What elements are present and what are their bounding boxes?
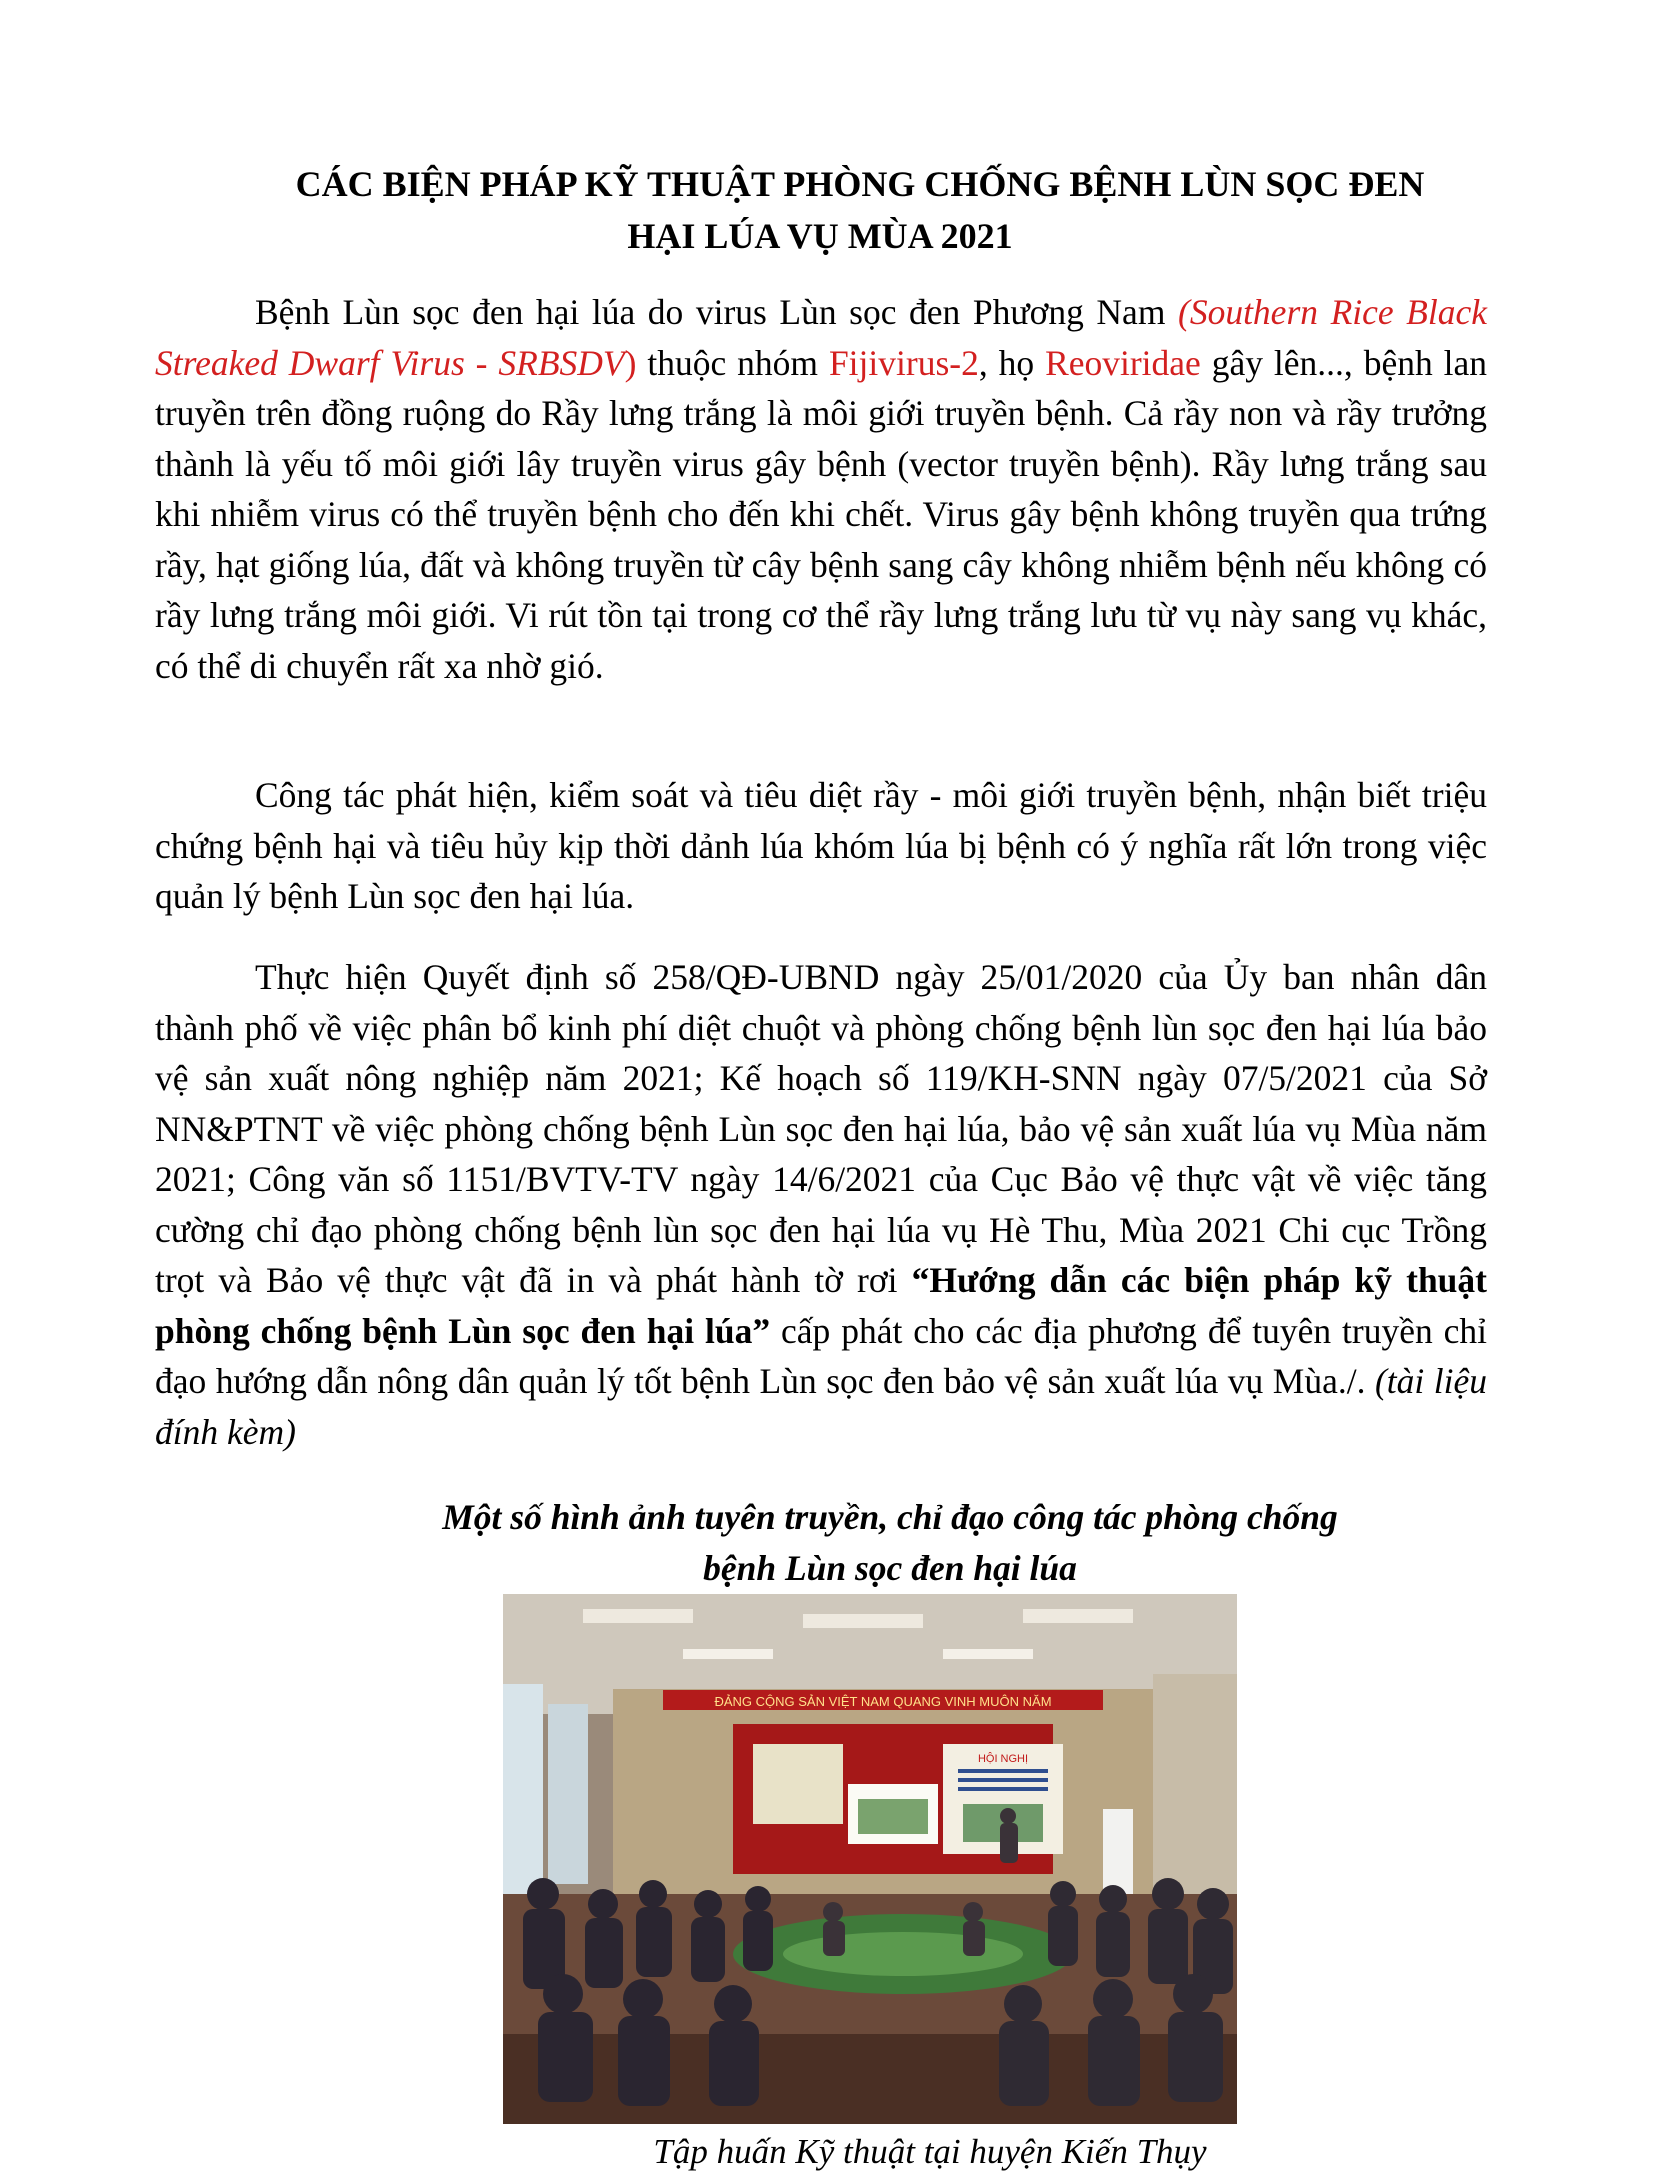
title-line-2: HẠI LÚA VỤ MÙA 2021 bbox=[627, 216, 1013, 256]
virus-group: Fijivirus-2 bbox=[828, 342, 979, 383]
p3-text-a: Thực hiện Quyết định số 258/QĐ-UBND ngày 25/01/2020 của Ủy ban nhân dân thành phố về việc phân bổ kinh phí diệt chuột và phòng chống bệnh lùn sọc đen hại lúa bảo vệ sản xuất nông nghiệp năm 2021; Kế hoạch số 119/KH-SNN ngày 07/5/2021 của Sở NN&PTNT về việc phòng chống bệnh Lùn sọc đen hại lúa, bảo vệ sản xuất lúa vụ Mùa năm 2021; Công văn số 1151/BVTV-TV ngày 14/6/2021 của Cục Bảo vệ thực vật về việc tăng cường chỉ đạo phòng chống bệnh lùn sọc đen hại lúa vụ Hè Thu, Mùa 2021 Chi cục Trồng trọt và Bảo vệ thực vật đã in và phát hành tờ rơi bbox=[155, 957, 1487, 1300]
paragraph-implementation bbox=[155, 952, 1487, 1457]
p2-text: Công tác phát hiện, kiểm soát và tiêu diệt rầy - môi giới truyền bệnh, nhận biết triệu chứng bệnh hại và tiêu hủy kịp thời dảnh lúa khóm lúa bị bệnh có ý nghĩa rất lớn trong việc quản lý bệnh Lùn sọc đen hại lúa. bbox=[155, 775, 1487, 916]
section-heading bbox=[180, 1492, 1480, 1594]
virus-family: Reoviridae bbox=[1045, 342, 1201, 383]
leaflet-title: “Hướng dẫn các biện pháp kỹ thuật phòng chống bệnh Lùn sọc đen hại lúa” bbox=[155, 1260, 1487, 1351]
paragraph-disease-description bbox=[155, 287, 1487, 691]
photo-slide-heading: HỘI NGHỊ bbox=[977, 1753, 1029, 1765]
title-line-1: CÁC BIỆN PHÁP KỸ THUẬT PHÒNG CHỐNG BỆNH LÙN SỌC ĐEN bbox=[295, 164, 1425, 204]
p1-text-b: thuộc nhóm bbox=[636, 342, 829, 383]
photo-caption: Tập huấn Kỹ thuật tại huyện Kiến Thụy bbox=[653, 2132, 1207, 2171]
p3-text-b: cấp phát cho các địa phương để tuyên truyền chỉ đạo hướng dẫn nông dân quản lý tốt bệnh Lùn sọc đen bảo vệ sản xuất lúa vụ Mùa./. bbox=[155, 1310, 1488, 1401]
p1-text-a: Bệnh Lùn sọc đen hại lúa do virus Lùn sọc đen Phương Nam bbox=[255, 292, 1178, 332]
virus-scientific-name: (Southern Rice Black Streaked Dwarf Virus - SRBSDV bbox=[155, 292, 1487, 383]
attachment-note: (tài liệu đính kèm) bbox=[155, 1361, 1487, 1452]
section-heading-line-1: Một số hình ảnh tuyên truyền, chỉ đạo công tác phòng chống bbox=[442, 1497, 1338, 1537]
paragraph-control-importance bbox=[155, 770, 1487, 922]
document-title bbox=[150, 158, 1490, 262]
p1-text-c: , họ bbox=[978, 342, 1046, 383]
p1-text-d: gây lên..., bệnh lan truyền trên đồng ruộng do Rầy lưng trắng là môi giới truyền bệnh. Cả rầy non và rầy trưởng thành là yếu tố môi giới lây truyền virus gây bệnh (vector truyền bệnh). Rầy lưng trắng sau khi nhiễm virus có thể truyền bệnh cho đến khi chết. Virus gây bệnh không truyền qua trứng rầy, hạt giống lúa, đất và không truyền từ cây bệnh sang cây không nhiễm bệnh nếu không có rầy lưng trắng môi giới. Vi rút tồn tại trong cơ thể rầy lưng trắng lưu từ vụ này sang vụ khác, có thể di chuyển rất xa nhờ gió. bbox=[155, 342, 1487, 686]
training-photo bbox=[503, 1594, 1237, 2124]
virus-name-close-paren: ) bbox=[624, 342, 637, 383]
photo-banner-text: ĐẢNG CỘNG SẢN VIỆT NAM QUANG VINH MUÔN NĂM bbox=[714, 1694, 1052, 1709]
section-heading-line-2: bệnh Lùn sọc đen hại lúa bbox=[703, 1548, 1077, 1588]
